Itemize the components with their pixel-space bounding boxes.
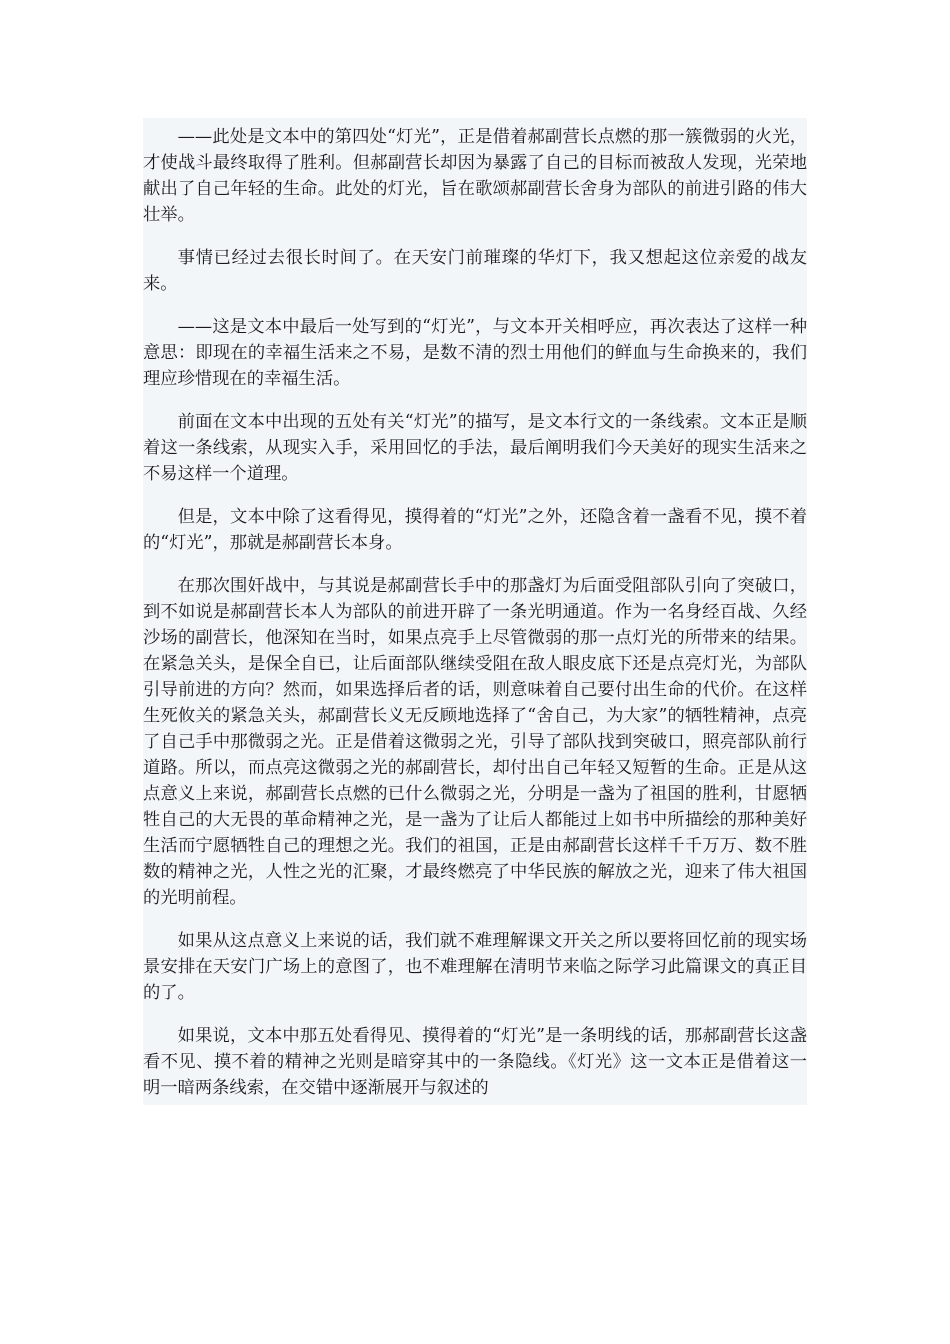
paragraph: ——这是文本中最后一处写到的“灯光”，与文本开关相呼应，再次表达了这样一种意思：即现在的幸福生活来之不易，是数不清的烈士用他们的鲜血与生命换来的，我们理应珍惜现在的幸福生活。	[143, 317, 807, 389]
paragraph: 如果从这点意义上来说的话，我们就不难理解课文开关之所以要将回忆前的现实场景安排在天安门广场上的意图了，也不难理解在清明节来临之际学习此篇课文的真正目的了。	[143, 931, 807, 1003]
paragraph: 如果说，文本中那五处看得见、摸得着的“灯光”是一条明线的话，那郝副营长这盏看不见、摸不着的精神之光则是暗穿其中的一条隐线。《灯光》这一文本正是借着这一明一暗两条线索，在交错中逐渐展开与叙述的	[143, 1026, 807, 1098]
article-body	[143, 118, 807, 1105]
paragraph: 事情已经过去很长时间了。在天安门前璀璨的华灯下，我又想起这位亲爱的战友来。	[143, 248, 807, 294]
paragraph: 前面在文本中出现的五处有关“灯光”的描写，是文本行文的一条线索。文本正是顺着这一条线索，从现实入手，采用回忆的手法，最后阐明我们今天美好的现实生活来之不易这样一个道理。	[143, 412, 807, 484]
paragraph: ——此处是文本中的第四处“灯光”，正是借着郝副营长点燃的那一簇微弱的火光，才使战斗最终取得了胜利。但郝副营长却因为暴露了自己的目标而被敌人发现，光荣地献出了自己年轻的生命。此处的灯光，旨在歌颂郝副营长舍身为部队的前进引路的伟大壮举。	[143, 127, 807, 225]
paragraph: 但是，文本中除了这看得见，摸得着的“灯光”之外，还隐含着一盏看不见，摸不着的“灯光”，那就是郝副营长本身。	[143, 507, 807, 553]
paragraph: 在那次围奸战中，与其说是郝副营长手中的那盏灯为后面受阻部队引向了突破口，到不如说是郝副营长本人为部队的前进开辟了一条光明通道。作为一名身经百战、久经沙场的副营长，他深知在当时，如果点亮手上尽管微弱的那一点灯光的所带来的结果。在紧急关头，是保全自已，让后面部队继续受阻在敌人眼皮底下还是点亮灯光，为部队引导前进的方向？然而，如果选择后者的话，则意味着自己要付出生命的代价。在这样生死攸关的紧急关头，郝副营长义无反顾地选择了“舍自己，为大家”的牺牲精神，点亮了自己手中那微弱之光。正是借着这微弱之光，引导了部队找到突破口，照亮部队前行道路。所以，而点亮这微弱之光的郝副营长，却付出自己年轻又短暂的生命。正是从这点意义上来说，郝副营长点燃的已什么微弱之光，分明是一盏为了祖国的胜利，甘愿牺牲自己的大无畏的革命精神之光，是一盏为了让后人都能过上如书中所描绘的那种美好生活而宁愿牺牲自己的理想之光。我们的祖国，正是由郝副营长这样千千万万、数不胜数的精神之光，人性之光的汇聚，才最终燃亮了中华民族的解放之光，迎来了伟大祖国的光明前程。	[143, 576, 807, 908]
